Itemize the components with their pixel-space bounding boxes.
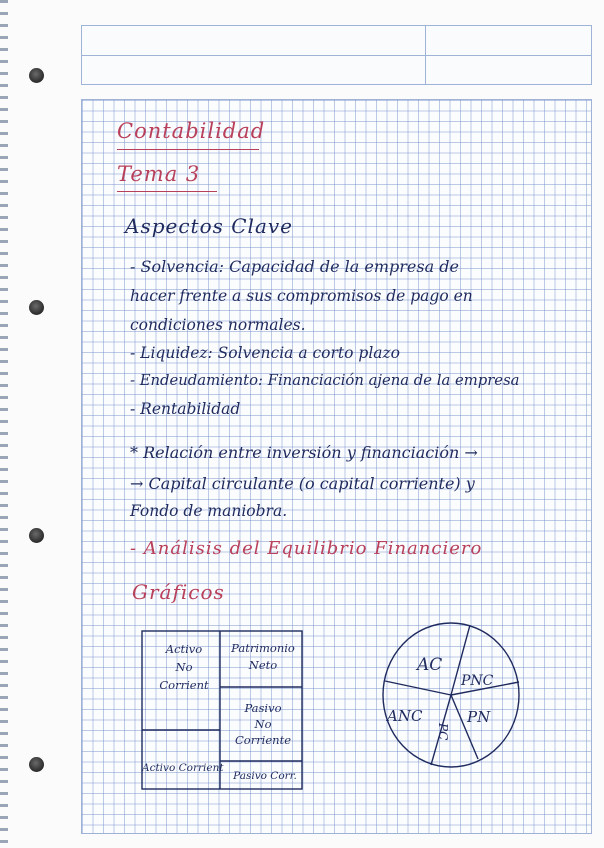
topic-underline — [117, 191, 217, 192]
note-line: condiciones normales. — [130, 316, 306, 334]
page-header-box — [81, 25, 592, 85]
activo-corriente-cell: Activo Corrient — [142, 762, 224, 774]
pasivo-corriente-cell: Pasivo Corr. — [233, 770, 297, 782]
pie-label-anc: ANC — [387, 707, 423, 725]
section-heading: Aspectos Clave — [125, 214, 294, 238]
pie-label-pnc: PNC — [461, 673, 494, 689]
patrimonio-neto-cell: Patrimonio Neto — [231, 641, 295, 672]
pie-diagram — [375, 615, 525, 775]
charts-heading: Gráficos — [132, 580, 225, 604]
notes-title: Contabilidad — [117, 119, 266, 143]
analysis-heading: - Análisis del Equilibrio Financiero — [130, 538, 483, 559]
spiral-binding — [0, 0, 8, 848]
pie-label-pn: PN — [467, 708, 491, 726]
note-line: - Solvencia: Capacidad de la empresa de — [130, 257, 459, 276]
punch-hole — [29, 757, 44, 772]
activo-no-corriente-cell: Activo No Corrient — [159, 642, 209, 692]
notes-topic: Tema 3 — [117, 162, 201, 186]
pie-label-ac: AC — [417, 655, 443, 675]
title-underline — [117, 149, 259, 150]
note-line: - Liquidez: Solvencia a corto plazo — [130, 344, 401, 362]
note-line: hacer frente a sus compromisos de pago en — [130, 287, 473, 305]
note-line: → Capital circulante (o capital corriente) y — [130, 474, 475, 493]
note-line: Fondo de maniobra. — [130, 502, 288, 520]
punch-hole — [29, 68, 44, 83]
punch-hole — [29, 300, 44, 315]
note-line: - Rentabilidad — [130, 400, 241, 418]
note-line: - Endeudamiento: Financiación ajena de la empresa — [130, 372, 520, 389]
pasivo-no-corriente-cell: Pasivo No Corriente — [234, 701, 292, 747]
punch-hole — [29, 528, 44, 543]
note-line: * Relación entre inversión y financiación → — [130, 443, 478, 462]
pie-label-pc: PC — [436, 723, 450, 741]
